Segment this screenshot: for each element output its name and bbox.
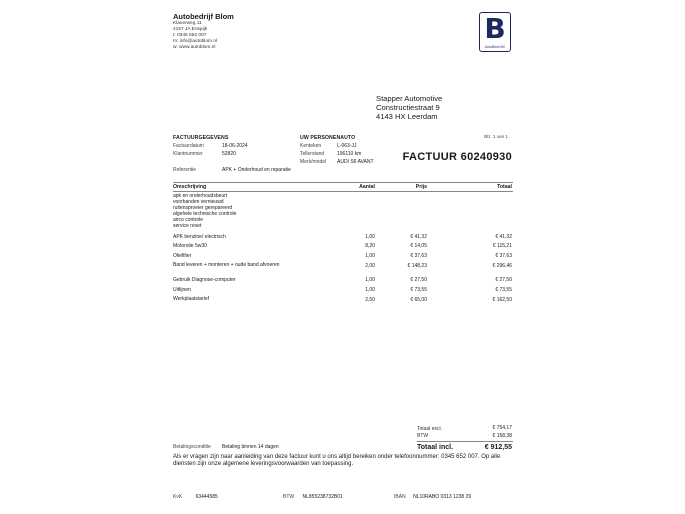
line-item-qty: 2,00 [365, 263, 375, 269]
company-phone: t: 0345 652 007 [173, 33, 207, 38]
line-item-description: Werkplaatstarief [173, 296, 210, 302]
invoice-date: 18-06-2024 [222, 143, 248, 149]
line-item-total: € 162,50 [492, 297, 512, 303]
kvk-label: KvK [173, 494, 183, 500]
line-item-description: Band leveren + monteren + oude band afvoeren [173, 262, 280, 268]
line-item-total: € 296,46 [492, 263, 512, 269]
company-city: 4157 JA Enspijk [173, 27, 208, 32]
company-logo [479, 12, 511, 52]
vehicle-title: UW PERSONENAUTO [300, 135, 356, 141]
line-item-price: € 148,23 [407, 263, 427, 269]
work-note: airco controle [173, 217, 204, 223]
line-item-total: € 115,21 [492, 243, 512, 249]
logo-letter: B [484, 12, 506, 45]
footer-iban [394, 494, 471, 500]
vat-label: BTW [417, 433, 429, 439]
mileage-label: Tellerstand [300, 151, 325, 157]
plate-label: Kenteken [300, 143, 322, 149]
line-item-price: € 41,32 [410, 234, 427, 240]
total-excl-value: € 754,17 [492, 425, 512, 431]
line-item-description: Uitlijnen [173, 287, 191, 293]
btw-label: BTW [283, 494, 295, 500]
customer-number: 52820 [222, 151, 236, 157]
iban-value: NL10RABO 0313 1238 29 [413, 494, 472, 500]
line-item-description: Gebruik Diagnose-computer [173, 277, 236, 283]
model-label: Merk/model [300, 159, 327, 165]
line-item-total: € 27,50 [495, 277, 512, 283]
kvk-value: 63444585 [195, 494, 218, 500]
total-incl-label: Totaal incl. [417, 444, 454, 451]
work-note: ruitensproeier gerepareerd [173, 205, 233, 211]
company-website: w: www.autoblom.nl [173, 45, 216, 50]
recipient-address [376, 94, 442, 121]
line-item-price: € 73,55 [410, 287, 427, 293]
recipient-name: Stapper Automotive [376, 94, 443, 103]
mileage-value: 196110 km [337, 151, 362, 157]
line-item-total: € 41,32 [495, 234, 512, 240]
company-street: Klaverweg 11 [173, 21, 202, 26]
customer-number-label: Klantnummer [173, 151, 203, 157]
vat-value: € 158,38 [492, 433, 512, 439]
col-price: Prijs [415, 184, 427, 190]
totals-divider [417, 441, 513, 442]
line-item-qty: 1,00 [365, 277, 375, 283]
line-item-price: € 14,05 [410, 243, 427, 249]
line-item-qty: 8,20 [365, 243, 375, 249]
line-item-description: Motorolie 5w30 [173, 243, 207, 249]
total-incl-value: € 912,55 [484, 444, 512, 451]
company-address [173, 21, 217, 51]
company-name: Autobedrijf Blom [173, 12, 234, 21]
line-item-qty: 1,00 [365, 253, 375, 259]
payment-condition-label: Betalingsconditie [173, 444, 211, 450]
work-note: apk en onderhoudsbeurt [173, 193, 228, 199]
iban-label: IBAN [394, 494, 406, 500]
line-item-total: € 37,63 [495, 253, 512, 259]
page-number: Blz. 1 van 1 [483, 134, 508, 139]
col-description: Omschrijving [173, 184, 207, 190]
work-note: service reset [173, 223, 202, 229]
work-notes [173, 193, 236, 229]
model-value: AUDI S6 AVANT [337, 159, 374, 165]
btw-value: NL855238732B01 [302, 494, 343, 500]
work-note: voorbanden vernieuwd [173, 199, 224, 205]
line-item-description: APK benzine/ electrisch [173, 234, 226, 240]
line-item-price: € 65,00 [410, 297, 427, 303]
invoice-date-label: Factuurdatum [173, 143, 204, 149]
line-item-qty: 1,00 [365, 234, 375, 240]
table-header-divider [173, 191, 513, 192]
work-note: algehele technische controle [173, 211, 237, 217]
invoice-title: FACTUUR 60240930 [402, 151, 512, 163]
line-item-total: € 73,55 [495, 287, 512, 293]
reference-label: Referentie [173, 167, 197, 173]
col-total: Totaal [497, 184, 512, 190]
table-top-divider [173, 182, 513, 183]
recipient-city: 4143 HX Leerdam [376, 112, 438, 121]
col-qty: Aantal [359, 184, 375, 190]
invoice-details-title: FACTUURGEGEVENS [173, 135, 229, 141]
recipient-street: Constructiestraat 9 [376, 103, 440, 112]
line-item-description: Oliefilter [173, 253, 192, 259]
line-item-qty: 1,00 [365, 287, 375, 293]
plate-value: L-063-JJ [337, 143, 357, 149]
footer-btw [283, 494, 343, 500]
footer-kvk [173, 494, 218, 500]
invoice-note: Als er vragen zijn naar aanleiding van deze factuur kunt u ons altijd bereiken onder telefoonnummer: 0345 652 007. Op alle diensten zijn onze algemene leveringsvoorwaarden van toepassing. [173, 454, 501, 468]
total-excl-label: Totaal excl. [417, 426, 443, 432]
company-email: m: info@autoblom.nl [173, 39, 218, 44]
line-item-price: € 27,50 [410, 277, 427, 283]
line-item-qty: 2,50 [365, 297, 375, 303]
logo-caption: AutoBlom BV [484, 45, 506, 49]
line-item-price: € 37,63 [410, 253, 427, 259]
payment-condition-value: Betaling binnen 14 dagen [222, 444, 279, 450]
reference-value: APK + Onderhoud en reparatie [222, 167, 291, 173]
